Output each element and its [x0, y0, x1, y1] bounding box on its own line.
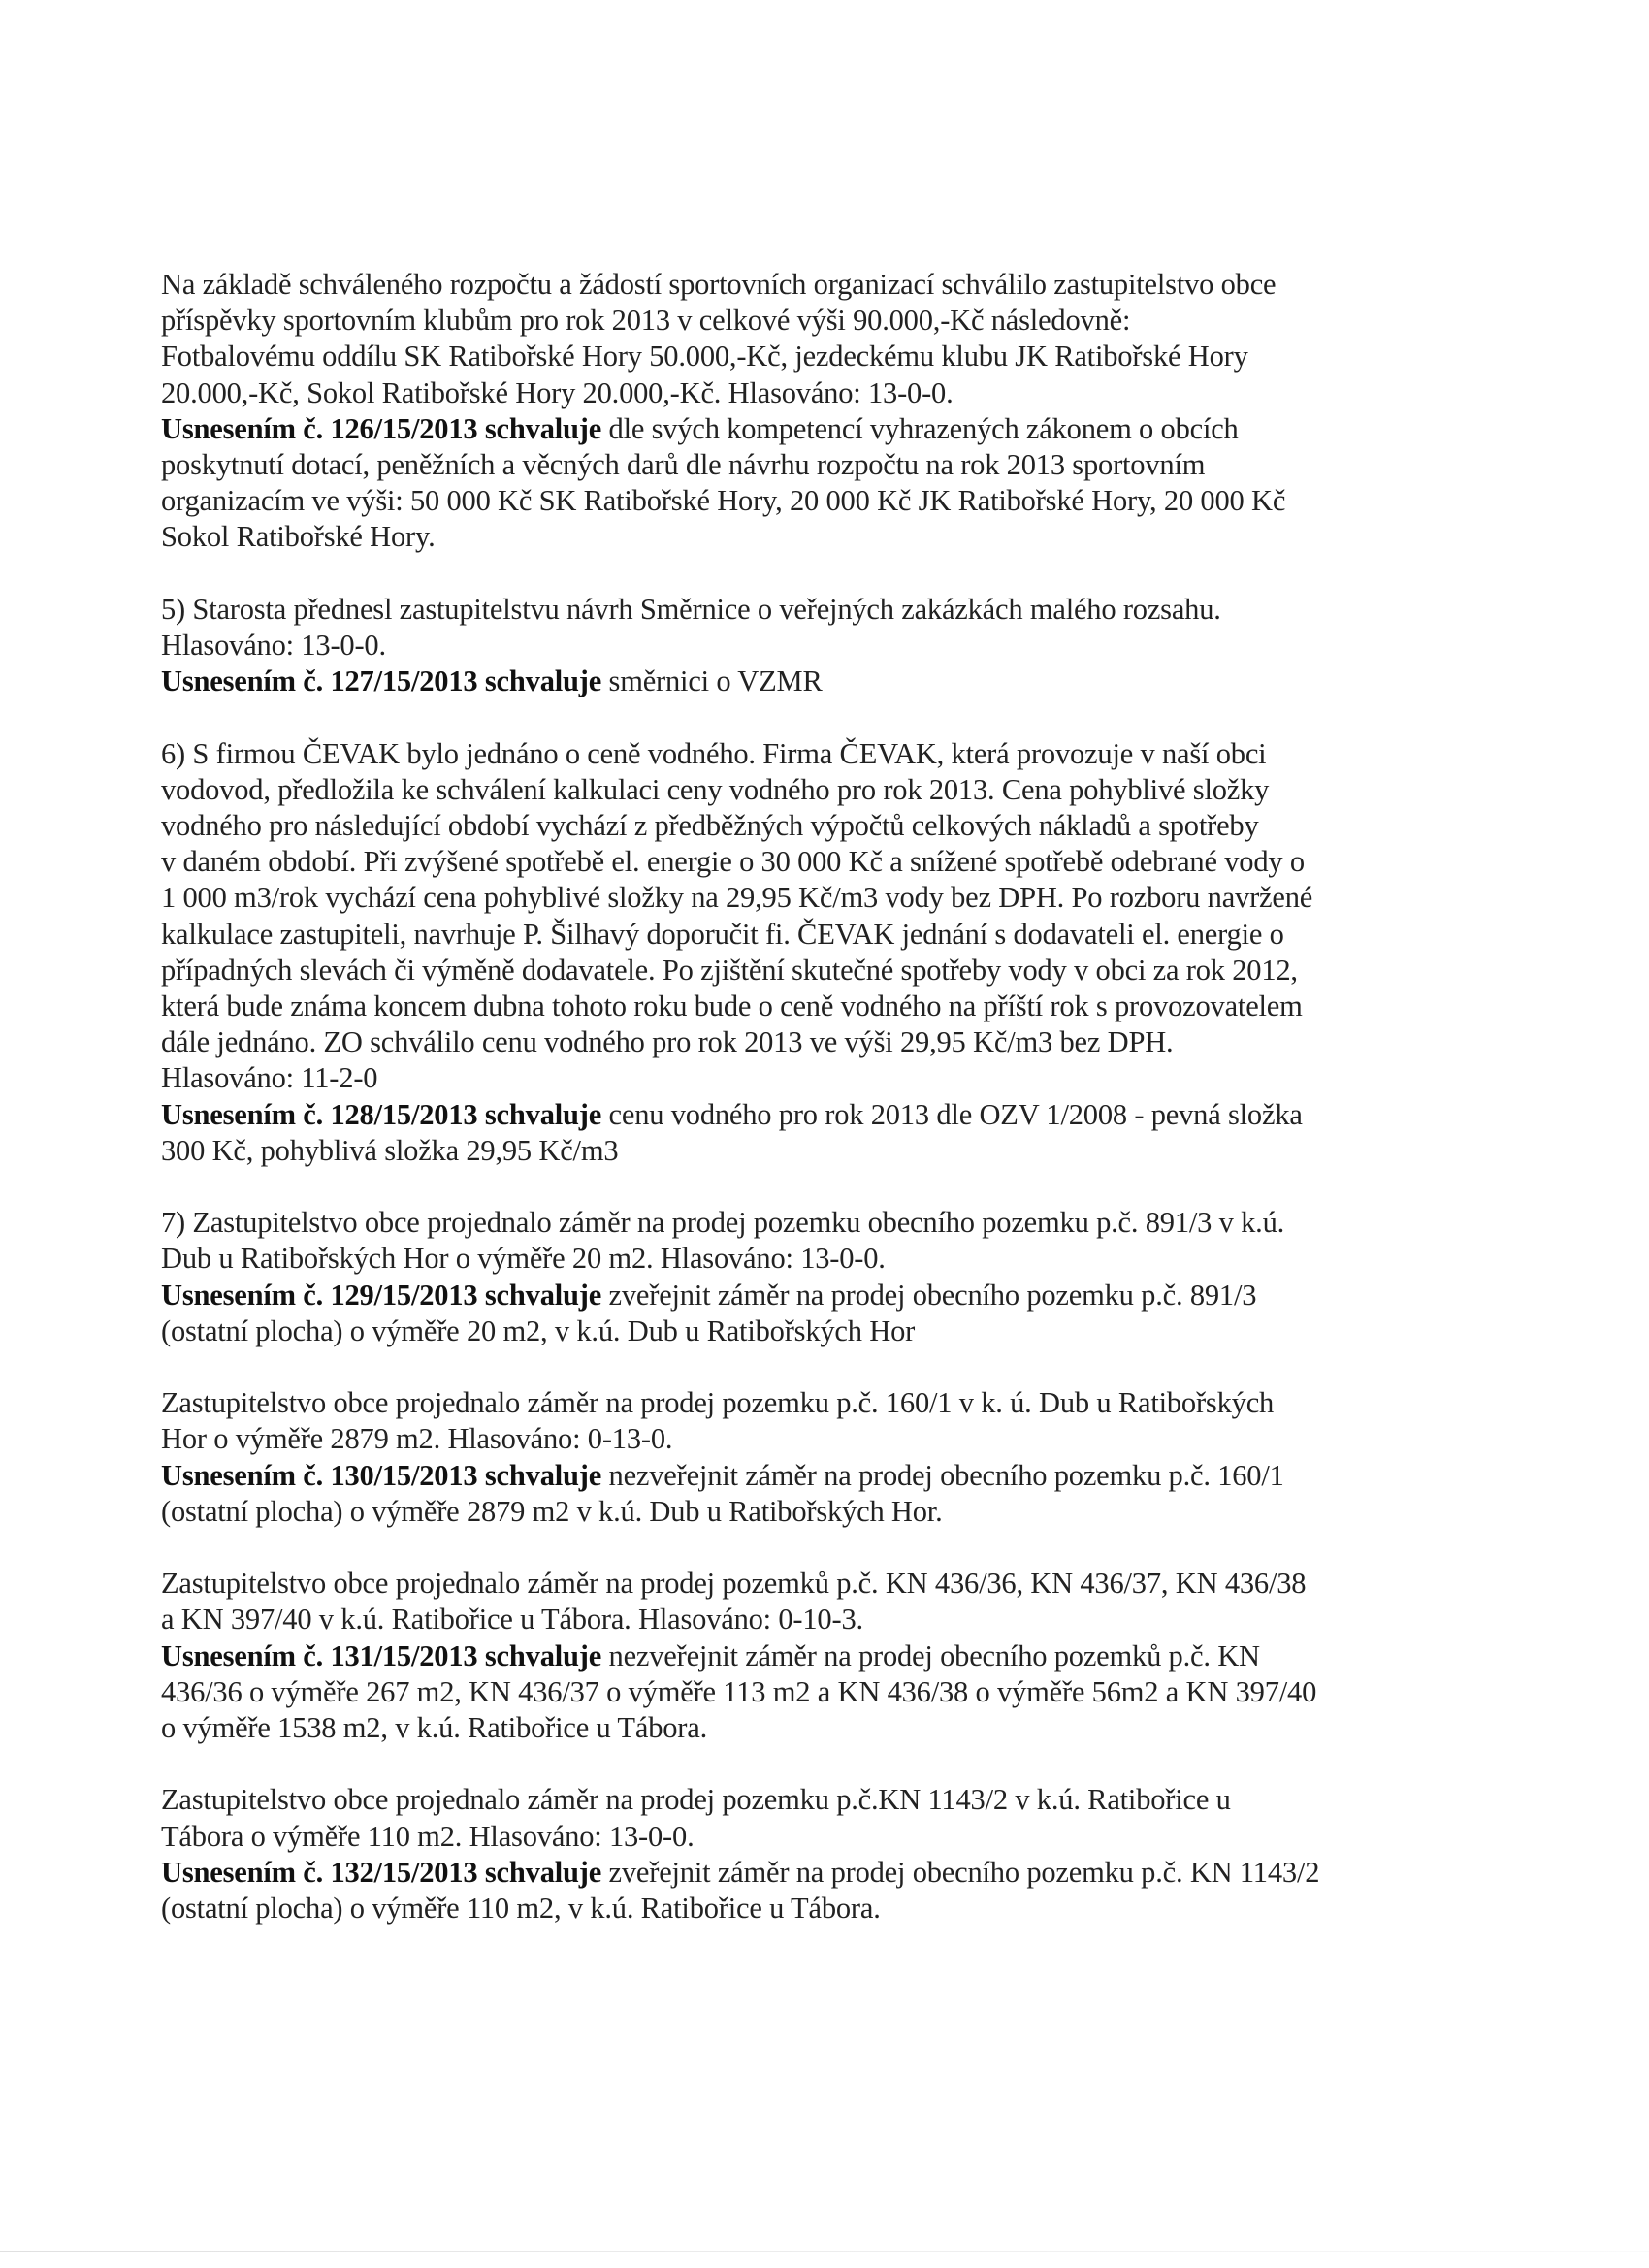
text-line: poskytnutí dotací, peněžních a věcných darů dle návrhu rozpočtu na rok 2013 sportovním — [161, 448, 1206, 482]
text-line: (ostatní plocha) o výměře 20 m2, v k.ú. Dub u Ratibořských Hor — [161, 1313, 916, 1347]
text-line: (ostatní plocha) o výměře 2879 m2 v k.ú. Dub u Ratibořských Hor. — [161, 1494, 943, 1528]
text-line: Hlasováno: 11-2-0 — [161, 1061, 378, 1095]
paragraph-gap — [161, 1169, 1441, 1205]
paragraph-gap — [161, 1530, 1441, 1566]
paragraph-land-kn-1143-2 — [161, 1782, 1441, 1927]
text-line: 7) Zastupitelstvo obce projednalo záměr na prodej pozemku obecního pozemku p.č. 891/3 v k.ú. — [161, 1206, 1285, 1240]
resolution-number: Usnesením č. 130/15/2013 schvaluje — [161, 1458, 602, 1492]
paragraph-vzmr — [161, 592, 1441, 700]
resolution-line — [161, 1458, 1441, 1494]
text-line: Hlasováno: 13-0-0. — [161, 629, 386, 663]
text-line: vodného pro následující období vychází z předběžných výpočtů celkových nákladů a spotřeby — [161, 809, 1259, 843]
resolution-text: směrnici o VZMR — [601, 664, 823, 698]
text-line: dále jednáno. ZO schválilo cenu vodného pro rok 2013 ve výši 29,95 Kč/m3 bez DPH. — [161, 1025, 1174, 1059]
text-line: Zastupitelstvo obce projednalo záměr na prodej pozemku p.č. 160/1 v k. ú. Dub u Ratibořských — [161, 1386, 1275, 1420]
text-line: o výměře 1538 m2, v k.ú. Ratibořice u Tábora. — [161, 1711, 708, 1745]
resolution-text: dle svých kompetencí vyhrazených zákonem o obcích — [601, 411, 1239, 445]
paragraph-sports-funding — [161, 267, 1441, 556]
text-line: Fotbalovému oddílu SK Ratibořské Hory 50.000,-Kč, jezdeckému klubu JK Ratibořské Hory — [161, 340, 1248, 373]
text-line: Hor o výměře 2879 m2. Hlasováno: 0-13-0. — [161, 1422, 673, 1456]
resolution-number: Usnesením č. 132/15/2013 schvaluje — [161, 1855, 602, 1889]
resolution-number: Usnesením č. 128/15/2013 schvaluje — [161, 1097, 602, 1131]
text-line: Sokol Ratibořské Hory. — [161, 520, 436, 554]
resolution-number: Usnesením č. 127/15/2013 schvaluje — [161, 664, 602, 698]
text-line: případných slevách či výměně dodavatele. Po zjištění skutečné spotřeby vody v obci za rok 2012, — [161, 953, 1298, 987]
text-line: 1 000 m3/rok vychází cena pohyblivé složky na 29,95 Kč/m3 vody bez DPH. Po rozboru navržené — [161, 881, 1313, 915]
paragraph-gap — [161, 1349, 1441, 1385]
text-line: příspěvky sportovním klubům pro rok 2013 v celkové výši 90.000,-Kč následovně: — [161, 304, 1131, 338]
text-line: kalkulace zastupiteli, navrhuje P. Šilhavý doporučit fi. ČEVAK jednání s dodavateli el. energie o — [161, 917, 1284, 951]
resolution-text: zveřejnit záměr na prodej obecního pozemku p.č. KN 1143/2 — [601, 1855, 1320, 1889]
paragraph-gap — [161, 556, 1441, 592]
paragraph-land-160-1 — [161, 1385, 1441, 1530]
text-line: 300 Kč, pohyblivá složka 29,95 Kč/m3 — [161, 1133, 619, 1167]
text-line: 5) Starosta přednesl zastupitelstvu návrh Směrnice o veřejných zakázkách malého rozsahu. — [161, 592, 1221, 626]
text-line: Zastupitelstvo obce projednalo záměr na prodej pozemku p.č.KN 1143/2 v k.ú. Ratibořice u — [161, 1783, 1231, 1817]
scan-edge-shadow — [0, 2251, 1649, 2252]
resolution-text: nezveřejnit záměr na prodej obecního pozemků p.č. KN — [601, 1638, 1260, 1672]
text-line: (ostatní plocha) o výměře 110 m2, v k.ú. Ratibořice u Tábora. — [161, 1892, 881, 1926]
resolution-line — [161, 411, 1441, 447]
paragraph-gap — [161, 699, 1441, 735]
text-line: Tábora o výměře 110 m2. Hlasováno: 13-0-0. — [161, 1819, 695, 1853]
resolution-line — [161, 1638, 1441, 1674]
resolution-line — [161, 1278, 1441, 1313]
resolution-number: Usnesením č. 131/15/2013 schvaluje — [161, 1638, 602, 1672]
text-line: která bude známa koncem dubna tohoto roku bude o ceně vodného na příští rok s provozovatelem — [161, 989, 1303, 1023]
text-line: Zastupitelstvo obce projednalo záměr na prodej pozemků p.č. KN 436/36, KN 436/37, KN 436/38 — [161, 1567, 1307, 1601]
text-line: 6) S firmou ČEVAK bylo jednáno o ceně vodného. Firma ČEVAK, která provozuje v naší obci — [161, 736, 1267, 770]
text-line: Na základě schváleného rozpočtu a žádostí sportovních organizací schválilo zastupitelstvo obce — [161, 268, 1277, 301]
text-line: 20.000,-Kč, Sokol Ratibořské Hory 20.000,-Kč. Hlasováno: 13-0-0. — [161, 375, 954, 409]
text-line: Dub u Ratibořských Hor o výměře 20 m2. Hlasováno: 13-0-0. — [161, 1242, 886, 1276]
paragraph-land-kn-436 — [161, 1566, 1441, 1746]
resolution-line — [161, 1097, 1441, 1133]
text-line: organizacím ve výši: 50 000 Kč SK Ratibořské Hory, 20 000 Kč JK Ratibořské Hory, 20 000 Kč — [161, 484, 1286, 518]
text-line: 436/36 o výměře 267 m2, KN 436/37 o výměře 113 m2 a KN 436/38 o výměře 56m2 a KN 397/40 — [161, 1674, 1317, 1708]
paragraph-gap — [161, 1746, 1441, 1782]
paragraph-land-891-3 — [161, 1205, 1441, 1349]
resolution-number: Usnesením č. 129/15/2013 schvaluje — [161, 1278, 602, 1312]
text-line: v daném období. Při zvýšené spotřebě el. energie o 30 000 Kč a snížené spotřebě odebrané vody o — [161, 845, 1305, 879]
document-body — [161, 267, 1441, 1927]
resolution-text: zveřejnit záměr na prodej obecního pozemku p.č. 891/3 — [601, 1278, 1257, 1312]
text-line: vodovod, předložila ke schválení kalkulaci ceny vodného pro rok 2013. Cena pohyblivé složky — [161, 772, 1270, 806]
resolution-text: nezveřejnit záměr na prodej obecního pozemku p.č. 160/1 — [601, 1458, 1284, 1492]
text-line: a KN 397/40 v k.ú. Ratibořice u Tábora. Hlasováno: 0-10-3. — [161, 1603, 863, 1636]
paragraph-water-price — [161, 736, 1441, 1169]
resolution-line — [161, 1855, 1441, 1891]
resolution-number: Usnesením č. 126/15/2013 schvaluje — [161, 411, 602, 445]
resolution-line — [161, 664, 1441, 699]
resolution-text: cenu vodného pro rok 2013 dle OZV 1/2008 - pevná složka — [601, 1097, 1303, 1131]
